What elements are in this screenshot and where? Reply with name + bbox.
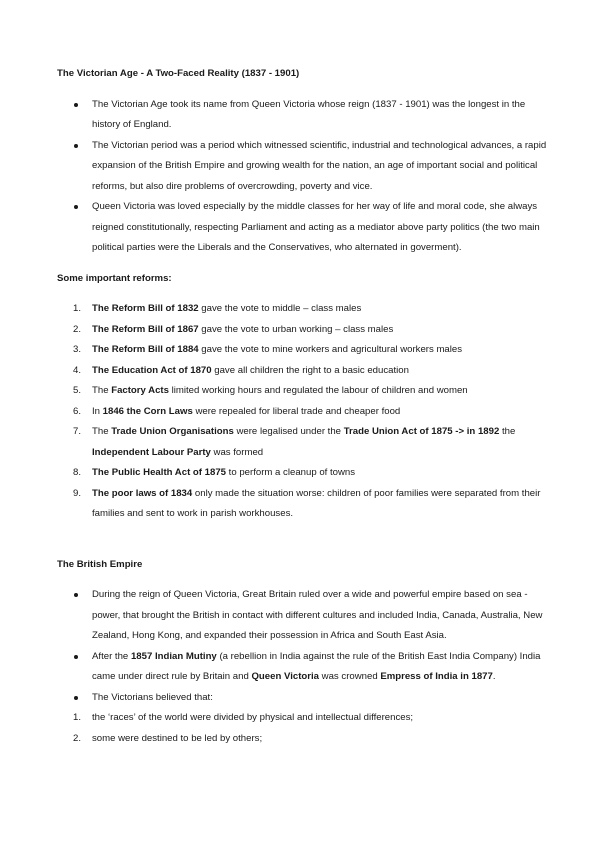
list-number: 7. bbox=[73, 426, 82, 437]
text-run: (a rebellion in India against the rule of the British East India Company) India came under direct rule by Britain and bbox=[92, 650, 541, 682]
reforms-section bbox=[57, 269, 547, 525]
list-number: 4. bbox=[73, 364, 82, 376]
list-number: 9. bbox=[73, 487, 82, 499]
numbered-list bbox=[57, 299, 547, 525]
text-run: limited working hours and regulated the labour of children and women bbox=[168, 385, 468, 396]
text-run: After the bbox=[92, 650, 131, 662]
victorian-age-section bbox=[57, 64, 547, 259]
list-item: Queen Victoria was loved especially by the middle classes for her way of life and moral code, she always reigned constitutionally, respecting Parliament and acting as a mediator above party politics (the two main political parties were the Liberals and the Conservatives, who alternated in goverment). bbox=[92, 201, 540, 253]
british-empire-section bbox=[57, 555, 547, 750]
list-number: 6. bbox=[73, 405, 82, 417]
list-item bbox=[57, 340, 547, 361]
list-item bbox=[57, 299, 547, 320]
list-item bbox=[57, 463, 547, 484]
list-number: 2. bbox=[73, 732, 82, 744]
section-title: The Victorian Age - A Two-Faced Reality (1837 - 1901) bbox=[57, 68, 300, 79]
list-item bbox=[57, 688, 547, 709]
bold-text: Trade Union Act of 1875 -> in 1892 bbox=[343, 426, 500, 437]
text-run: only made the situation worse: children of poor families were separated from their families and sent to work in parish workhouses. bbox=[92, 487, 541, 519]
document-page bbox=[57, 64, 547, 749]
list-item bbox=[57, 361, 547, 382]
list-item bbox=[57, 381, 547, 402]
list-item: The Victorian period was a period which witnessed scientific, industrial and technological advances, a rapid expansion of the British Empire and growing wealth for the nation, an age of important social and political reforms, but also dire problems of overcrowding, poverty and vice. bbox=[92, 139, 547, 192]
text-run: . bbox=[492, 671, 496, 682]
bold-text: 1846 the Corn Laws bbox=[102, 405, 193, 417]
bold-text: The Education Act of 1870 bbox=[92, 364, 212, 376]
list-number: 5. bbox=[73, 385, 82, 396]
list-item bbox=[57, 585, 547, 647]
bullet-list bbox=[57, 585, 547, 708]
bold-text: The poor laws of 1834 bbox=[92, 487, 193, 499]
list-item bbox=[57, 708, 547, 729]
bold-text: The Reform Bill of 1884 bbox=[92, 344, 199, 355]
text-run: the ‘races’ of the world were divided by physical and intellectual differences; bbox=[92, 712, 414, 723]
text-run: were legalised under the bbox=[233, 426, 344, 437]
text-run: During the reign of Queen Victoria, Great Britain ruled over a wide and powerful empire based on sea - power, that brought the British in contact with different cultures and included India, Canada, Australia, New Zealand, Hong Kong, and expanded their possession in Africa and South East Asia. bbox=[92, 589, 543, 641]
list-number: 8. bbox=[73, 467, 82, 478]
bold-text: Factory Acts bbox=[111, 385, 169, 396]
text-run: to perform a cleanup of towns bbox=[226, 467, 356, 478]
text-run: was formed bbox=[210, 446, 264, 458]
text-run: The Victorians believed that: bbox=[92, 691, 213, 703]
text-run: In bbox=[92, 405, 103, 417]
text-run: were repealed for liberal trade and cheaper food bbox=[192, 405, 401, 417]
text-run: The bbox=[92, 426, 112, 437]
bold-text: Queen Victoria bbox=[251, 671, 319, 682]
bold-text: Independent Labour Party bbox=[92, 446, 211, 458]
list-number: 3. bbox=[73, 344, 82, 355]
bold-text: Trade Union Organisations bbox=[111, 426, 234, 437]
list-number: 1. bbox=[73, 303, 82, 314]
text-run: gave all children the right to a basic education bbox=[211, 364, 409, 376]
text-run: some were destined to be led by others; bbox=[92, 732, 263, 744]
numbered-list bbox=[57, 708, 547, 749]
bold-text: The Reform Bill of 1867 bbox=[92, 323, 199, 335]
section-title: Some important reforms: bbox=[57, 272, 172, 284]
bold-text: The Public Health Act of 1875 bbox=[92, 467, 226, 478]
bold-text: Empress of India in 1877 bbox=[380, 671, 493, 682]
text-run: The bbox=[92, 385, 112, 396]
list-item bbox=[57, 484, 547, 525]
bold-text: The Reform Bill of 1832 bbox=[92, 303, 199, 314]
list-item bbox=[57, 320, 547, 341]
text-run: gave the vote to mine workers and agricultural workers males bbox=[198, 344, 463, 355]
text-run: gave the vote to middle – class males bbox=[198, 303, 362, 314]
list-number: 1. bbox=[73, 712, 82, 723]
list-item: The Victorian Age took its name from Queen Victoria whose reign (1837 - 1901) was the longest in the history of England. bbox=[92, 98, 526, 130]
list-item bbox=[57, 402, 547, 423]
list-item bbox=[57, 647, 547, 688]
text-run: gave the vote to urban working – class males bbox=[198, 323, 394, 335]
text-run: was crowned bbox=[319, 671, 381, 682]
section-title: The British Empire bbox=[57, 558, 143, 570]
bold-text: 1857 Indian Mutiny bbox=[130, 650, 217, 662]
list-item bbox=[57, 729, 547, 750]
text-run: the bbox=[499, 426, 516, 437]
list-number: 2. bbox=[73, 323, 82, 335]
list-item bbox=[57, 422, 547, 463]
bullet-list bbox=[57, 95, 547, 259]
